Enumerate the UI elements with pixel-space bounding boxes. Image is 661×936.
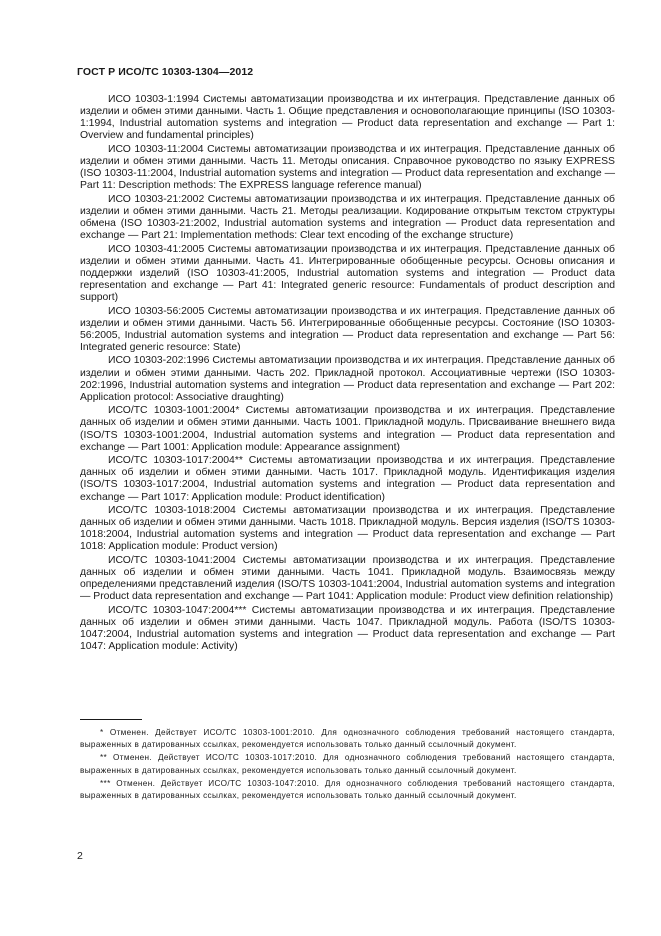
reference-iso-10303-202: ИСО 10303-202:1996 Системы автоматизации производства и их интеграция. Представление данных об изделии и обмен этими данными. Часть 202. Прикладной протокол. Ассоциативные чертежи (ISO 10303-202:1996, Industrial automation systems and integration — Product data representation and exchange — Part 202: Application protocol: Associative draughting)	[80, 355, 615, 403]
reference-iso-10303-11: ИСО 10303-11:2004 Системы автоматизации производства и их интеграция. Представление данных об изделии и обмен этими данными. Часть 11. Методы описания. Справочное руководство по языку EXPRESS (ISO 10303-11:2004, Industrial automation systems and integration — Product data representation and exchange — Part 11: Description methods: The EXPRESS language reference manual)	[80, 143, 615, 192]
reference-iso-10303-1: ИСО 10303-1:1994 Системы автоматизации производства и их интеграция. Представление данных об изделии и обмен этими данными. Часть 1. Общие представления и основополагающие принципы (ISO 10303-1:1994, Industrial automation systems and integration — Product data representation and exchange — Part 1: Overview and fundamental principles)	[80, 94, 615, 142]
footnote-2: ** Отменен. Действует ИСО/ТС 10303-1017:2010. Для однозначного соблюдения требований настоящего стандарта, выраженных в датированных ссылках, рекомендуется использовать только данный ссылочный документ.	[80, 753, 615, 775]
reference-iso-ts-10303-1017: ИСО/ТС 10303-1017:2004** Системы автоматизации производства и их интеграция. Представление данных об изделии и обмен этими данными. Часть 1017. Прикладной модуль. Идентификация изделия (ISO/TS 10303-1017:2004, Industrial automation systems and integration — Product data representation and exchange — Part 1017: Application module: Product identification)	[80, 455, 615, 503]
reference-iso-10303-21: ИСО 10303-21:2002 Системы автоматизации производства и их интеграция. Представление данных об изделии и обмен этими данными. Часть 21. Методы реализации. Кодирование открытым текстом структуры обмена (ISO 10303-21:2002, Industrial automation systems and integration — Product data representation and exchange — Part 21: Implementation methods: Clear text encoding of the exchange structure)	[80, 193, 615, 242]
footnote-separator	[80, 719, 142, 720]
footnote-3: *** Отменен. Действует ИСО/ТС 10303-1047:2010. Для однозначного соблюдения требований настоящего стандарта, выраженных в датированных ссылках, рекомендуется использовать только данный ссылочный документ.	[80, 778, 615, 801]
document-header: ГОСТ Р ИСО/ТС 10303-1304—2012	[77, 66, 254, 78]
reference-iso-10303-41: ИСО 10303-41:2005 Системы автоматизации производства и их интеграция. Представление данных об изделии и обмен этими данными. Часть 41. Интегрированные обобщенные ресурсы. Основы описания и поддержки изделий (ISO 10303-41:2005, Industrial automation systems and integration — Product data representation and exchange — Part 41: Integrated generic resource: Fundamentals of product description and support)	[80, 243, 615, 303]
footnotes	[80, 727, 615, 803]
reference-iso-ts-10303-1041: ИСО/ТС 10303-1041:2004 Системы автоматизации производства и их интеграция. Представление данных об изделии и обмен этими данными. Часть 1041. Прикладной модуль. Взаимосвязь между определениями представлений изделия (ISO/TS 10303-1041:2004, Industrial automation systems and integration — Product data representation and exchange — Part 1041: Application module: Product view definition relationship)	[80, 554, 615, 603]
footnote-1: * Отменен. Действует ИСО/ТС 10303-1001:2010. Для однозначного соблюдения требований настоящего стандарта, выраженных в датированных ссылках, рекомендуется использовать только данный ссылочный документ.	[80, 728, 615, 750]
reference-iso-ts-10303-1018: ИСО/ТС 10303-1018:2004 Системы автоматизации производства и их интеграция. Представление данных об изделии и обмен этими данными. Часть 1018. Прикладной модуль. Версия изделия (ISO/TS 10303-1018:2004, Industrial automation systems and integration — Product data representation and exchange — Part 1018: Application module: Product version)	[80, 505, 615, 553]
reference-iso-10303-56: ИСО 10303-56:2005 Системы автоматизации производства и их интеграция. Представление данных об изделии и обмен этими данными. Часть 56. Интегрированные обобщенные ресурсы. Состояние (ISO 10303-56:2005, Industrial automation systems and integration — Product data representation and exchange — Part 56: Integrated generic resource: State)	[80, 305, 615, 353]
normative-references	[80, 94, 615, 655]
reference-iso-ts-10303-1047: ИСО/ТС 10303-1047:2004*** Системы автоматизации производства и их интеграция. Представление данных об изделии и обмен этими данными. Часть 1047. Прикладной модуль. Работа (ISO/TS 10303-1047:2004, Industrial automation systems and integration — Product data representation and exchange — Part 1047: Application module: Activity)	[80, 604, 615, 653]
reference-iso-ts-10303-1001: ИСО/ТС 10303-1001:2004* Системы автоматизации производства и их интеграция. Представление данных об изделии и обмен этими данными. Часть 1001. Прикладной модуль. Присваивание внешнего вида (ISO/TS 10303-1001:2004, Industrial automation systems and integration — Product data representation and exchange — Part 1001: Application module: Appearance assignment)	[80, 405, 615, 453]
page-number: 2	[77, 850, 83, 862]
